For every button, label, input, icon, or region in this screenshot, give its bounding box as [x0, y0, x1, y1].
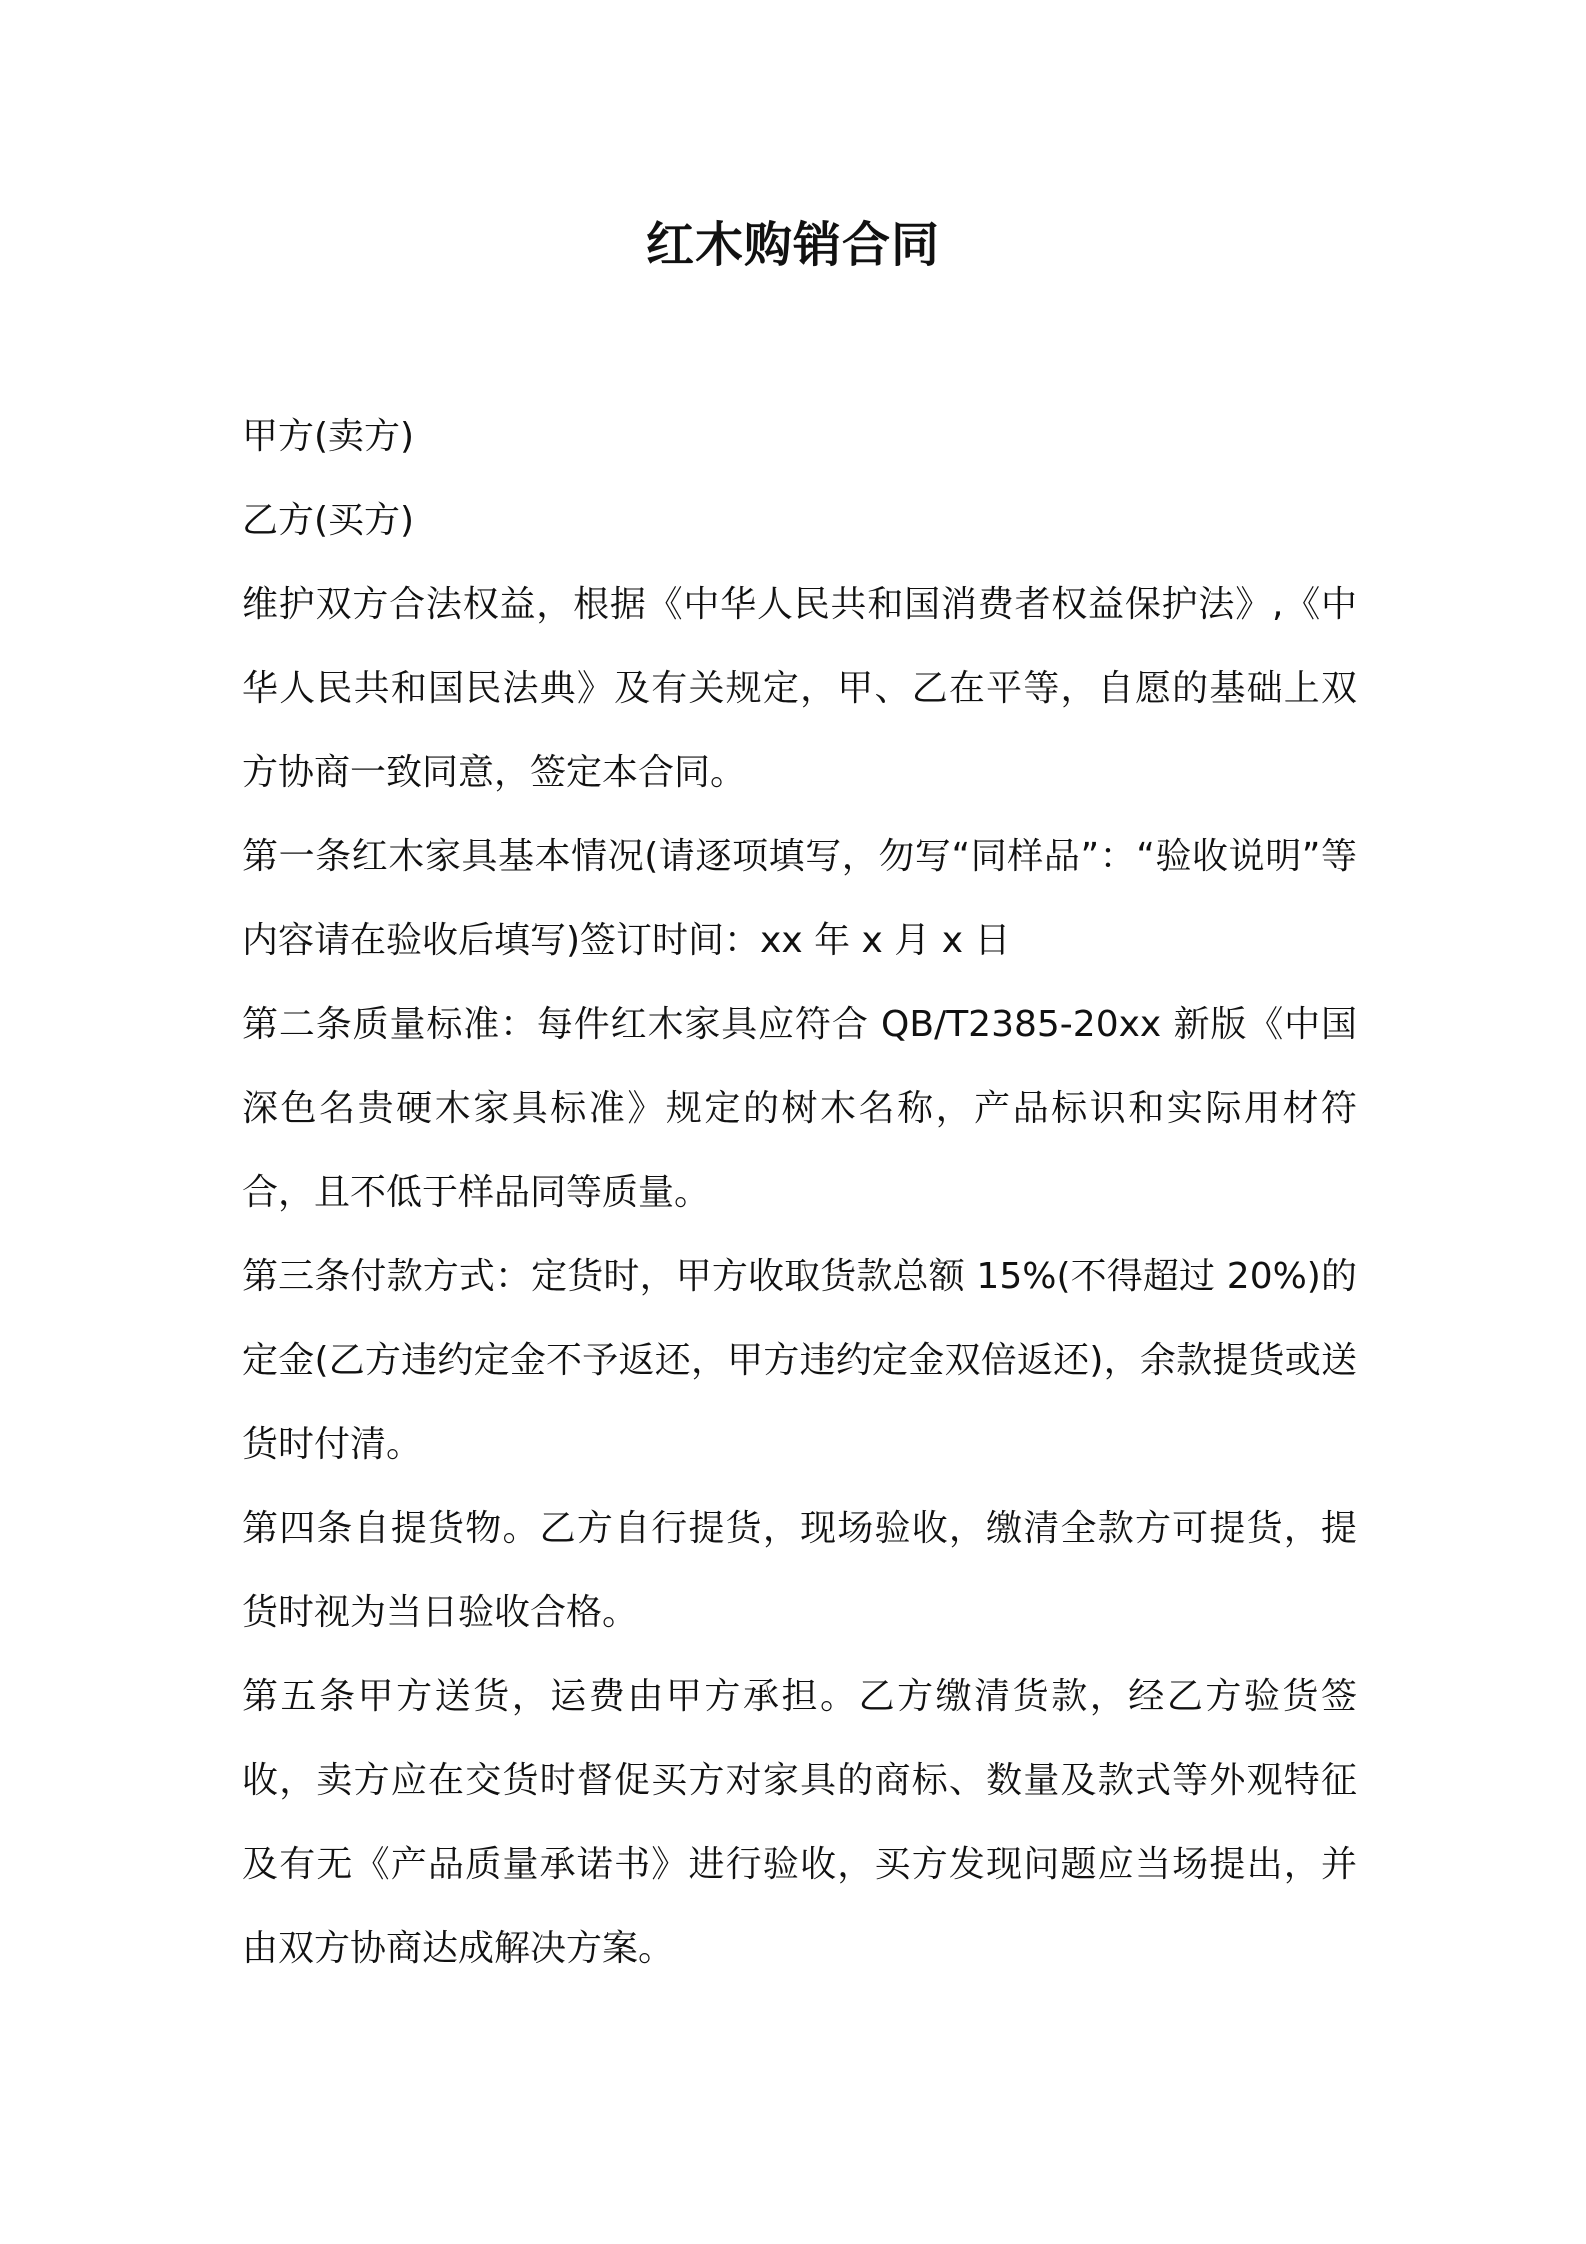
party-a-line: 甲方(卖方)	[242, 416, 415, 457]
article-2-paragraph: 第二条质量标准：每件红木家具应符合 QB/T2385-20xx 新版《中国深色名贵硬木家具标准》规定的树木名称，产品标识和实际用材符合，且不低于样品同等质量。	[242, 1004, 1357, 1213]
preamble-paragraph: 维护双方合法权益，根据《中华人民共和国消费者权益保护法》,《中华人民共和国民法典》及有关规定，甲、乙在平等，自愿的基础上双方协商一致同意，签定本合同。	[242, 584, 1357, 793]
article-5-paragraph: 第五条甲方送货，运费由甲方承担。乙方缴清货款，经乙方验货签收，卖方应在交货时督促买方对家具的商标、数量及款式等外观特征及有无《产品质量承诺书》进行验收，买方发现问题应当场提出，并由双方协商达成解决方案。	[242, 1676, 1357, 1969]
party-b-line: 乙方(买方)	[242, 500, 415, 541]
document-body	[242, 395, 1357, 1991]
article-3-paragraph: 第三条付款方式：定货时，甲方收取货款总额 15%(不得超过 20%)的定金(乙方违约定金不予返还，甲方违约定金双倍返还)，余款提货或送货时付清。	[242, 1256, 1357, 1465]
article-1-paragraph: 第一条红木家具基本情况(请逐项填写，勿写“同样品”：“验收说明”等内容请在验收后填写)签订时间：xx 年 x 月 x 日	[242, 836, 1357, 961]
article-4-paragraph: 第四条自提货物。乙方自行提货，现场验收，缴清全款方可提货，提货时视为当日验收合格。	[242, 1508, 1357, 1633]
document-title: 红木购销合同	[645, 217, 940, 273]
